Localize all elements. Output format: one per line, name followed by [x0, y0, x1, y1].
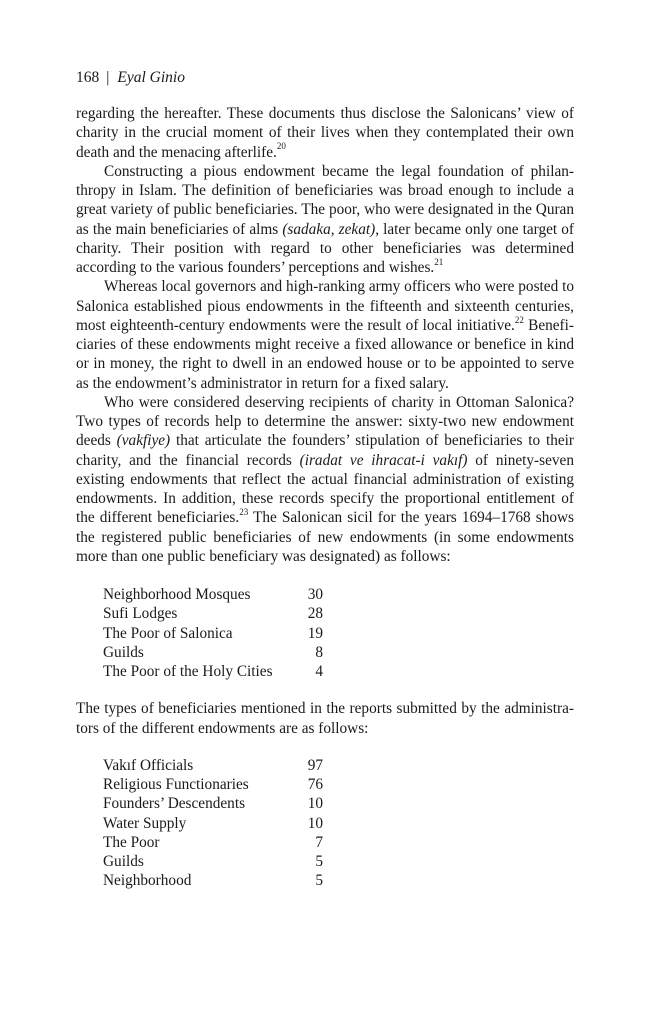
table-row: Neighborhood Mosques 30 [103, 586, 323, 603]
table-row: Neighborhood 5 [103, 872, 323, 890]
table-row: Religious Functionaries 76 [103, 776, 323, 793]
header-separator: | [106, 69, 110, 86]
footnote-ref-23: 23 [239, 507, 249, 518]
paragraph-5: The types of beneficiaries mentioned in the reports submitted by the administrators of the different endowments are as follows: [76, 700, 574, 737]
table-row: Water Supply 10 [103, 814, 323, 832]
table-row: The Poor of the Holy Cities 4 [103, 663, 323, 680]
paragraph-3: Whereas local governors and high-ranking army officers who were posted to Salonica established pious endowments in the fifteenth and sixteenth centuries, most eighteenth-century endowments were the result of local initiative.$^{22}$ Beneficiaries of these endowments might receive a fixed allowance or benefice in kind or in money, the right to dwell in an endowed house or to be appointed to serve as the endowment’s administrator in return for a fixed salary. [76, 278, 574, 392]
footnote-ref-22: 22 [514, 314, 524, 325]
table-row: Guilds 8 [103, 643, 323, 661]
new-endowments-table [103, 585, 323, 681]
running-header [76, 68, 185, 88]
footnote-ref-21: 21 [434, 256, 444, 267]
page-number: 168 [76, 69, 100, 86]
footnote-ref-20: 20 [276, 141, 286, 152]
table-row: The Poor 7 [103, 833, 323, 851]
table-row: Sufi Lodges 28 [103, 605, 323, 623]
paragraph-1: regarding the hereafter. These documents thus disclose the Salonicans’ view of charity in the crucial moment of their lives when they contemplated their own death and the menacing afterlife.$^{20}$ [76, 105, 574, 161]
body-text [76, 104, 574, 891]
paragraph-2: Constructing a pious endowment became the legal foundation of philanthropy in Islam. The definition of beneficiaries was broad enough to include a great variety of public beneficiaries. The poor, who were designated in the Quran as the main beneficiaries of alms (sadaka, zekat), later became only one target of charity. Their position with regard to other beneficiaries was determined according to the various founders’ perceptions and wishes.$^{21}$ [76, 162, 575, 276]
header-author: Eyal Ginio [117, 69, 185, 86]
table-row: Guilds 5 [103, 853, 323, 870]
existing-endowments-table [103, 756, 323, 891]
table-row: Founders’ Descendents 10 [103, 795, 323, 813]
table-row: The Poor of Salonica 19 [103, 624, 323, 642]
table-row: Vakıf Officials 97 [103, 756, 323, 774]
paragraph-4: Who were considered deserving recipients of charity in Ottoman Salonica? Two types of records help to determine the answer: sixty-two new endowment deeds (vakfiye) that articulate the founders’ stipulation of beneficiaries to their charity, and the financial records (iradat ve ihracat-i vakıf) of ninety-seven existing endowments that reflect the actual financial administration of existing endowments. In addition, these records specify the proportional entitlement of the different beneficiaries.$^{23}$ The Salonican sicil for the years 1694–1768 shows the registered public beneficiaries of new endowments (in some endowments more than one public beneficiary was designated) as follows: [76, 393, 574, 565]
